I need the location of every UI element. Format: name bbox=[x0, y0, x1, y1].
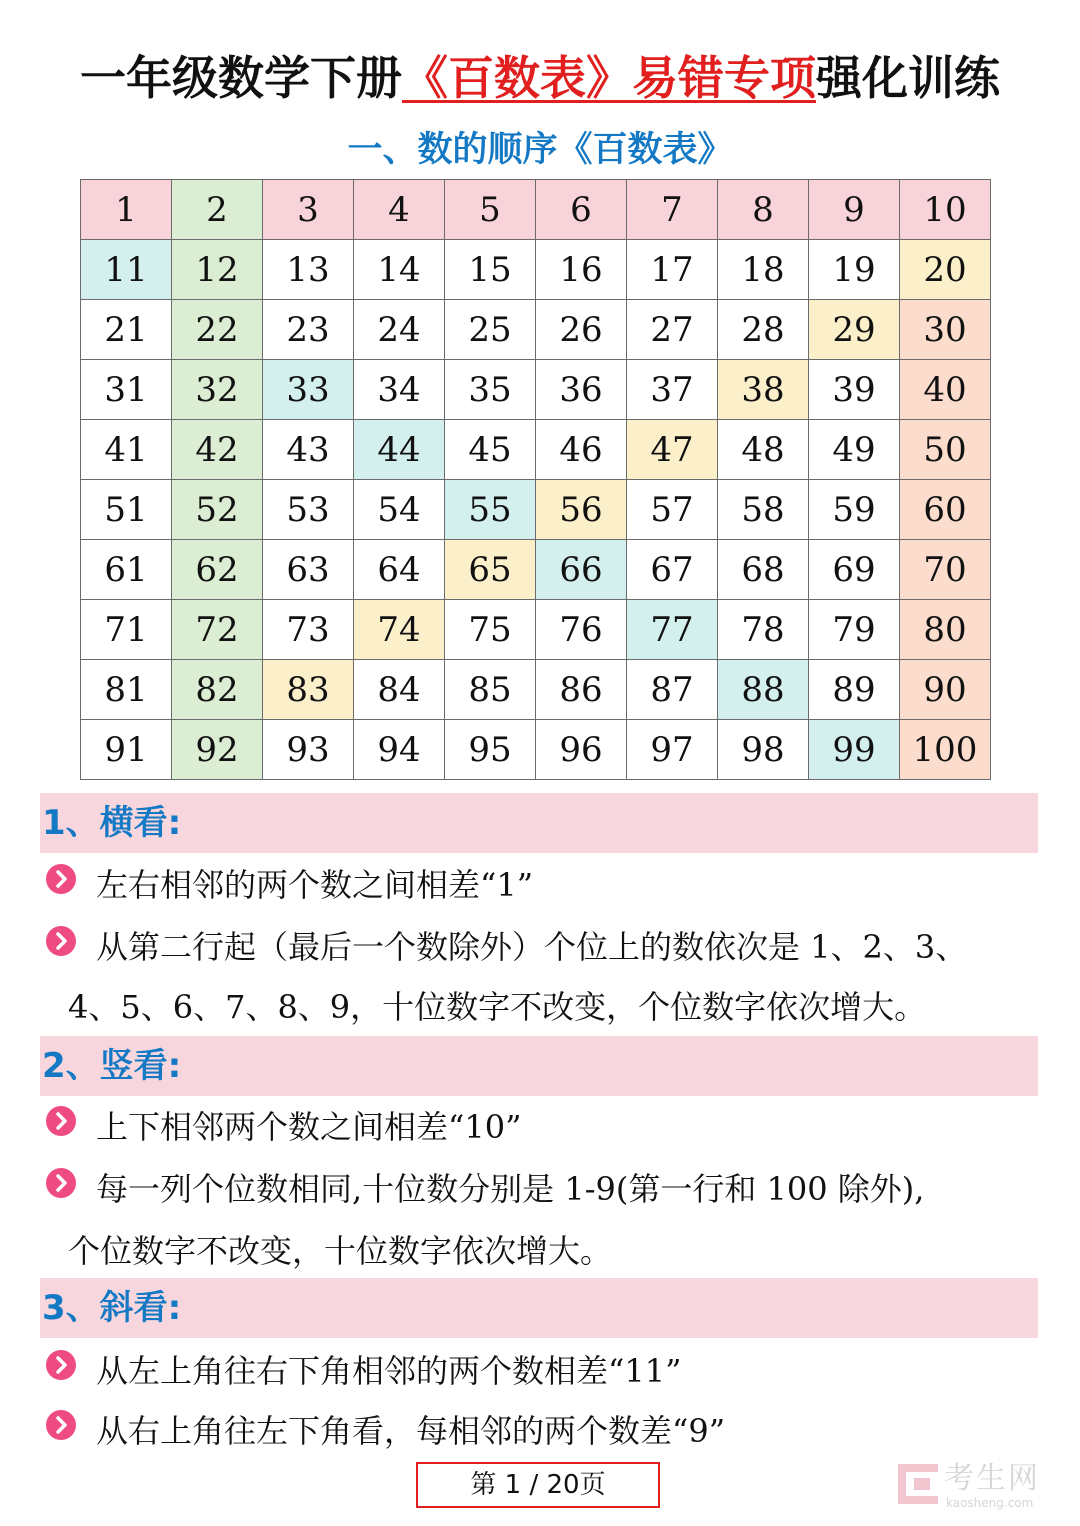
table-cell: 65 bbox=[445, 540, 536, 600]
table-row bbox=[81, 420, 991, 480]
table-cell: 52 bbox=[172, 480, 263, 540]
table-cell: 85 bbox=[445, 660, 536, 720]
table-cell: 93 bbox=[263, 720, 354, 780]
section-band-vertical bbox=[40, 1036, 1038, 1096]
table-cell: 68 bbox=[718, 540, 809, 600]
table-cell: 1 bbox=[81, 180, 172, 240]
table-cell: 4 bbox=[354, 180, 445, 240]
table-cell: 22 bbox=[172, 300, 263, 360]
table-cell: 19 bbox=[809, 240, 900, 300]
table-cell: 76 bbox=[536, 600, 627, 660]
table-cell: 8 bbox=[718, 180, 809, 240]
watermark-logo-icon bbox=[898, 1464, 938, 1504]
table-cell: 82 bbox=[172, 660, 263, 720]
section-band-horizontal bbox=[40, 793, 1038, 853]
table-cell: 40 bbox=[900, 360, 991, 420]
bullet-arrow-icon bbox=[46, 1350, 76, 1380]
table-cell: 75 bbox=[445, 600, 536, 660]
table-cell: 63 bbox=[263, 540, 354, 600]
table-cell: 36 bbox=[536, 360, 627, 420]
bullet-arrow-icon bbox=[46, 1168, 76, 1198]
table-cell: 17 bbox=[627, 240, 718, 300]
table-cell: 61 bbox=[81, 540, 172, 600]
table-cell: 5 bbox=[445, 180, 536, 240]
table-cell: 89 bbox=[809, 660, 900, 720]
table-cell: 81 bbox=[81, 660, 172, 720]
table-cell: 23 bbox=[263, 300, 354, 360]
bullet-arrow-icon bbox=[46, 1106, 76, 1136]
table-cell: 12 bbox=[172, 240, 263, 300]
table-cell: 78 bbox=[718, 600, 809, 660]
bullet-arrow-icon bbox=[46, 1410, 76, 1440]
table-cell: 21 bbox=[81, 300, 172, 360]
table-cell: 64 bbox=[354, 540, 445, 600]
hundred-chart-table bbox=[80, 179, 991, 780]
watermark bbox=[898, 1462, 1068, 1512]
rule-text: 上下相邻两个数之间相差“10” bbox=[96, 1108, 522, 1146]
table-cell: 15 bbox=[445, 240, 536, 300]
table-cell: 53 bbox=[263, 480, 354, 540]
table-cell: 29 bbox=[809, 300, 900, 360]
table-cell: 7 bbox=[627, 180, 718, 240]
rule-text: 从左上角往右下角相邻的两个数相差“11” bbox=[96, 1352, 682, 1390]
table-cell: 42 bbox=[172, 420, 263, 480]
bullet-arrow-icon bbox=[46, 926, 76, 956]
table-cell: 24 bbox=[354, 300, 445, 360]
table-cell: 31 bbox=[81, 360, 172, 420]
table-cell: 34 bbox=[354, 360, 445, 420]
table-cell: 37 bbox=[627, 360, 718, 420]
table-cell: 49 bbox=[809, 420, 900, 480]
title-prefix: 一年级数学下册 bbox=[80, 51, 402, 105]
table-cell: 100 bbox=[900, 720, 991, 780]
table-cell: 26 bbox=[536, 300, 627, 360]
table-row bbox=[81, 480, 991, 540]
table-cell: 98 bbox=[718, 720, 809, 780]
table-cell: 54 bbox=[354, 480, 445, 540]
table-cell: 86 bbox=[536, 660, 627, 720]
table-cell: 97 bbox=[627, 720, 718, 780]
table-cell: 87 bbox=[627, 660, 718, 720]
page-number-label: 第 1 / 20页 bbox=[416, 1462, 660, 1508]
table-cell: 79 bbox=[809, 600, 900, 660]
table-cell: 69 bbox=[809, 540, 900, 600]
table-cell: 33 bbox=[263, 360, 354, 420]
rule-text: 从右上角往左下角看，每相邻的两个数差“9” bbox=[96, 1412, 726, 1450]
table-cell: 11 bbox=[81, 240, 172, 300]
title-highlight: 《百数表》易错专项 bbox=[402, 51, 816, 105]
section-subtitle: 一、数的顺序《百数表》 bbox=[347, 130, 733, 170]
table-cell: 16 bbox=[536, 240, 627, 300]
table-cell: 91 bbox=[81, 720, 172, 780]
table-cell: 46 bbox=[536, 420, 627, 480]
page-title bbox=[0, 46, 1080, 110]
table-cell: 9 bbox=[809, 180, 900, 240]
table-cell: 66 bbox=[536, 540, 627, 600]
table-cell: 28 bbox=[718, 300, 809, 360]
table-cell: 84 bbox=[354, 660, 445, 720]
table-cell: 90 bbox=[900, 660, 991, 720]
table-cell: 96 bbox=[536, 720, 627, 780]
table-cell: 39 bbox=[809, 360, 900, 420]
table-cell: 48 bbox=[718, 420, 809, 480]
watermark-domain: kaosheng.com bbox=[946, 1496, 1034, 1510]
section-band-diagonal bbox=[40, 1278, 1038, 1338]
section-heading-diagonal: 3、斜看: bbox=[42, 1288, 182, 1328]
table-cell: 13 bbox=[263, 240, 354, 300]
table-cell: 25 bbox=[445, 300, 536, 360]
bullet-arrow-icon bbox=[46, 864, 76, 894]
table-cell: 20 bbox=[900, 240, 991, 300]
rule-text: 每一列个位数相同,十位数分别是 1-9(第一行和 100 除外), bbox=[96, 1170, 925, 1208]
table-row bbox=[81, 540, 991, 600]
table-cell: 74 bbox=[354, 600, 445, 660]
rule-text: 左右相邻的两个数之间相差“1” bbox=[96, 866, 534, 904]
table-row bbox=[81, 600, 991, 660]
table-cell: 30 bbox=[900, 300, 991, 360]
table-cell: 43 bbox=[263, 420, 354, 480]
table-cell: 3 bbox=[263, 180, 354, 240]
table-row bbox=[81, 180, 991, 240]
table-cell: 47 bbox=[627, 420, 718, 480]
table-cell: 6 bbox=[536, 180, 627, 240]
table-cell: 50 bbox=[900, 420, 991, 480]
table-cell: 35 bbox=[445, 360, 536, 420]
table-cell: 41 bbox=[81, 420, 172, 480]
table-cell: 18 bbox=[718, 240, 809, 300]
table-row bbox=[81, 720, 991, 780]
table-row bbox=[81, 240, 991, 300]
table-row bbox=[81, 660, 991, 720]
section-heading-horizontal: 1、横看: bbox=[42, 803, 182, 843]
table-cell: 67 bbox=[627, 540, 718, 600]
table-cell: 44 bbox=[354, 420, 445, 480]
table-cell: 92 bbox=[172, 720, 263, 780]
table-cell: 55 bbox=[445, 480, 536, 540]
table-cell: 70 bbox=[900, 540, 991, 600]
rule-text-continued: 4、5、6、7、8、9，十位数字不改变，个位数字依次增大。 bbox=[68, 988, 927, 1026]
table-cell: 27 bbox=[627, 300, 718, 360]
table-cell: 45 bbox=[445, 420, 536, 480]
table-cell: 59 bbox=[809, 480, 900, 540]
table-row bbox=[81, 360, 991, 420]
table-cell: 73 bbox=[263, 600, 354, 660]
table-cell: 71 bbox=[81, 600, 172, 660]
table-cell: 94 bbox=[354, 720, 445, 780]
section-heading-vertical: 2、竖看: bbox=[42, 1046, 182, 1086]
table-cell: 72 bbox=[172, 600, 263, 660]
table-cell: 38 bbox=[718, 360, 809, 420]
table-cell: 62 bbox=[172, 540, 263, 600]
table-cell: 88 bbox=[718, 660, 809, 720]
table-cell: 83 bbox=[263, 660, 354, 720]
rule-text-continued: 个位数字不改变，十位数字依次增大。 bbox=[68, 1232, 613, 1270]
table-cell: 56 bbox=[536, 480, 627, 540]
table-cell: 2 bbox=[172, 180, 263, 240]
table-cell: 58 bbox=[718, 480, 809, 540]
table-cell: 10 bbox=[900, 180, 991, 240]
table-cell: 99 bbox=[809, 720, 900, 780]
table-cell: 32 bbox=[172, 360, 263, 420]
table-cell: 14 bbox=[354, 240, 445, 300]
table-cell: 77 bbox=[627, 600, 718, 660]
table-row bbox=[81, 300, 991, 360]
table-cell: 95 bbox=[445, 720, 536, 780]
title-suffix: 强化训练 bbox=[816, 51, 1000, 105]
table-cell: 80 bbox=[900, 600, 991, 660]
watermark-name: 考生网 bbox=[944, 1461, 1040, 1496]
table-cell: 57 bbox=[627, 480, 718, 540]
rule-text: 从第二行起（最后一个数除外）个位上的数依次是 1、2、3、 bbox=[96, 928, 968, 966]
table-cell: 60 bbox=[900, 480, 991, 540]
table-cell: 51 bbox=[81, 480, 172, 540]
